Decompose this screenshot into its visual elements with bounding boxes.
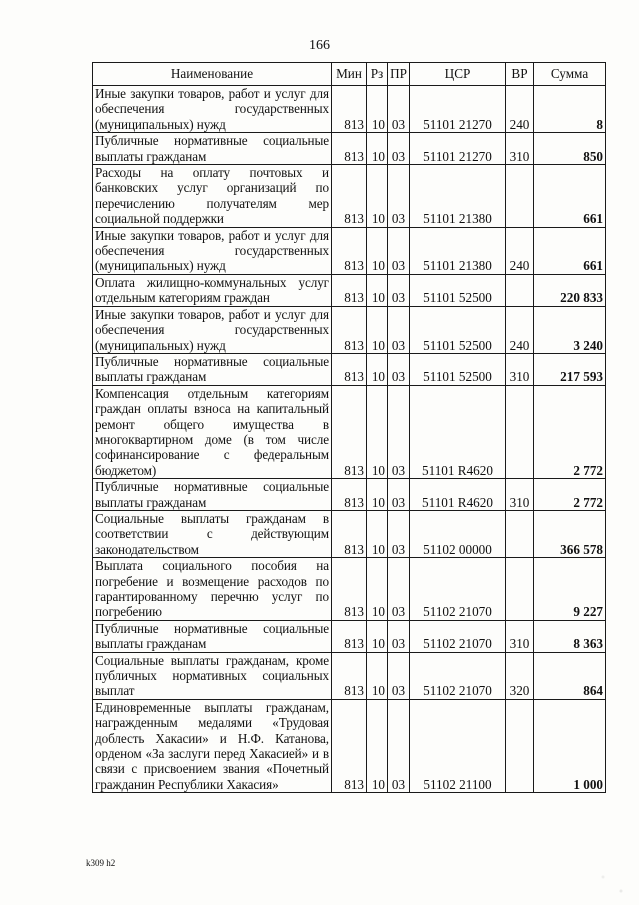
row-min-cell: 813 — [332, 652, 367, 699]
row-sum-cell: 9 227 — [534, 558, 606, 621]
row-name-cell: Публичные нормативные социальные выплаты гражданам — [93, 620, 332, 652]
table-body — [93, 86, 606, 793]
row-min-cell: 813 — [332, 274, 367, 306]
row-pr-cell: 03 — [388, 558, 410, 621]
row-sum-cell: 661 — [534, 165, 606, 228]
row-vr-cell: 240 — [506, 86, 534, 133]
row-min-cell: 813 — [332, 133, 367, 165]
row-rz-cell: 10 — [367, 385, 388, 478]
row-sum-cell: 8 363 — [534, 620, 606, 652]
budget-table — [92, 62, 606, 793]
row-pr-cell: 03 — [388, 652, 410, 699]
row-csr-cell: 51102 00000 — [410, 510, 506, 557]
header-rz: Рз — [367, 63, 388, 86]
row-vr-cell: 310 — [506, 479, 534, 511]
header-min: Мин — [332, 63, 367, 86]
header-csr: ЦСР — [410, 63, 506, 86]
row-pr-cell: 03 — [388, 306, 410, 353]
row-name-cell: Публичные нормативные социальные выплаты гражданам — [93, 353, 332, 385]
row-vr-cell — [506, 558, 534, 621]
table-row — [93, 510, 606, 557]
row-rz-cell: 10 — [367, 699, 388, 792]
page-number: 166 — [309, 38, 330, 53]
table-row — [93, 652, 606, 699]
row-rz-cell: 10 — [367, 227, 388, 274]
row-pr-cell: 03 — [388, 165, 410, 228]
header-vr: ВР — [506, 63, 534, 86]
row-rz-cell: 10 — [367, 510, 388, 557]
row-name-cell: Иные закупки товаров, работ и услуг для обеспечения государственных (муниципальных) нужд — [93, 86, 332, 133]
header-name: Наименование — [93, 63, 332, 86]
row-name-cell: Выплата социального пособия на погребение и возмещение расходов по гарантированному перечню услуг по погребению — [93, 558, 332, 621]
row-pr-cell: 03 — [388, 227, 410, 274]
row-vr-cell: 240 — [506, 227, 534, 274]
row-vr-cell: 320 — [506, 652, 534, 699]
row-pr-cell: 03 — [388, 86, 410, 133]
row-pr-cell: 03 — [388, 510, 410, 557]
table-row — [93, 385, 606, 478]
table-row — [93, 274, 606, 306]
row-sum-cell: 864 — [534, 652, 606, 699]
row-sum-cell: 850 — [534, 133, 606, 165]
table-row — [93, 699, 606, 792]
row-csr-cell: 51102 21100 — [410, 699, 506, 792]
row-rz-cell: 10 — [367, 353, 388, 385]
table-row — [93, 620, 606, 652]
scan-noise — [579, 835, 639, 905]
row-rz-cell: 10 — [367, 479, 388, 511]
row-csr-cell: 51102 21070 — [410, 652, 506, 699]
row-name-cell: Социальные выплаты гражданам в соответствии с действующим законодательством — [93, 510, 332, 557]
row-min-cell: 813 — [332, 479, 367, 511]
row-rz-cell: 10 — [367, 620, 388, 652]
row-pr-cell: 03 — [388, 353, 410, 385]
row-pr-cell: 03 — [388, 620, 410, 652]
table-row — [93, 306, 606, 353]
row-min-cell: 813 — [332, 353, 367, 385]
row-min-cell: 813 — [332, 620, 367, 652]
row-csr-cell: 51101 52500 — [410, 353, 506, 385]
row-csr-cell: 51101 R4620 — [410, 479, 506, 511]
row-name-cell: Компенсация отдельным категориям граждан оплаты взноса на капитальный ремонт общего имущества в многоквартирном доме (в том числе софинансирование с федеральным бюджетом) — [93, 385, 332, 478]
row-pr-cell: 03 — [388, 274, 410, 306]
row-rz-cell: 10 — [367, 86, 388, 133]
header-pr: ПР — [388, 63, 410, 86]
table-row — [93, 227, 606, 274]
row-name-cell: Единовременные выплаты гражданам, награжденным медалями «Трудовая доблесть Хакасии» и Н.Ф. Катанова, орденом «За заслуги перед Хакасией» и в связи с присвоением звания «Почетный гражданин Республики Хакасия» — [93, 699, 332, 792]
footer-code: k309 h2 — [86, 858, 116, 868]
row-min-cell: 813 — [332, 86, 367, 133]
row-name-cell: Расходы на оплату почтовых и банковских услуг организаций по перечислению получателям мер социальной поддержки — [93, 165, 332, 228]
table-row — [93, 133, 606, 165]
row-pr-cell: 03 — [388, 385, 410, 478]
row-csr-cell: 51101 52500 — [410, 274, 506, 306]
row-csr-cell: 51101 21380 — [410, 165, 506, 228]
row-pr-cell: 03 — [388, 699, 410, 792]
row-name-cell: Публичные нормативные социальные выплаты гражданам — [93, 133, 332, 165]
table-header-row — [93, 63, 606, 86]
row-name-cell: Иные закупки товаров, работ и услуг для обеспечения государственных (муниципальных) нужд — [93, 227, 332, 274]
row-min-cell: 813 — [332, 699, 367, 792]
row-csr-cell: 51101 52500 — [410, 306, 506, 353]
row-vr-cell — [506, 165, 534, 228]
row-min-cell: 813 — [332, 165, 367, 228]
row-sum-cell: 661 — [534, 227, 606, 274]
row-sum-cell: 220 833 — [534, 274, 606, 306]
row-rz-cell: 10 — [367, 306, 388, 353]
row-csr-cell: 51101 21270 — [410, 86, 506, 133]
table-row — [93, 479, 606, 511]
row-vr-cell: 240 — [506, 306, 534, 353]
row-min-cell: 813 — [332, 227, 367, 274]
table-row — [93, 165, 606, 228]
row-sum-cell: 2 772 — [534, 479, 606, 511]
table-row — [93, 353, 606, 385]
row-vr-cell — [506, 274, 534, 306]
row-sum-cell: 217 593 — [534, 353, 606, 385]
row-csr-cell: 51101 21380 — [410, 227, 506, 274]
row-rz-cell: 10 — [367, 274, 388, 306]
row-name-cell: Иные закупки товаров, работ и услуг для обеспечения государственных (муниципальных) нужд — [93, 306, 332, 353]
row-vr-cell — [506, 510, 534, 557]
header-sum: Сумма — [534, 63, 606, 86]
row-csr-cell: 51102 21070 — [410, 558, 506, 621]
row-name-cell: Социальные выплаты гражданам, кроме публичных нормативных социальных выплат — [93, 652, 332, 699]
row-min-cell: 813 — [332, 306, 367, 353]
row-sum-cell: 2 772 — [534, 385, 606, 478]
row-vr-cell — [506, 699, 534, 792]
row-vr-cell — [506, 385, 534, 478]
row-sum-cell: 1 000 — [534, 699, 606, 792]
row-pr-cell: 03 — [388, 479, 410, 511]
row-name-cell: Публичные нормативные социальные выплаты гражданам — [93, 479, 332, 511]
row-sum-cell: 3 240 — [534, 306, 606, 353]
row-sum-cell: 366 578 — [534, 510, 606, 557]
row-csr-cell: 51102 21070 — [410, 620, 506, 652]
row-rz-cell: 10 — [367, 133, 388, 165]
row-min-cell: 813 — [332, 558, 367, 621]
row-csr-cell: 51101 R4620 — [410, 385, 506, 478]
row-vr-cell: 310 — [506, 620, 534, 652]
row-rz-cell: 10 — [367, 165, 388, 228]
table-row — [93, 558, 606, 621]
row-min-cell: 813 — [332, 385, 367, 478]
row-pr-cell: 03 — [388, 133, 410, 165]
row-vr-cell: 310 — [506, 353, 534, 385]
row-rz-cell: 10 — [367, 558, 388, 621]
row-sum-cell: 8 — [534, 86, 606, 133]
row-vr-cell: 310 — [506, 133, 534, 165]
row-csr-cell: 51101 21270 — [410, 133, 506, 165]
row-rz-cell: 10 — [367, 652, 388, 699]
table-row — [93, 86, 606, 133]
row-name-cell: Оплата жилищно-коммунальных услуг отдельным категориям граждан — [93, 274, 332, 306]
row-min-cell: 813 — [332, 510, 367, 557]
